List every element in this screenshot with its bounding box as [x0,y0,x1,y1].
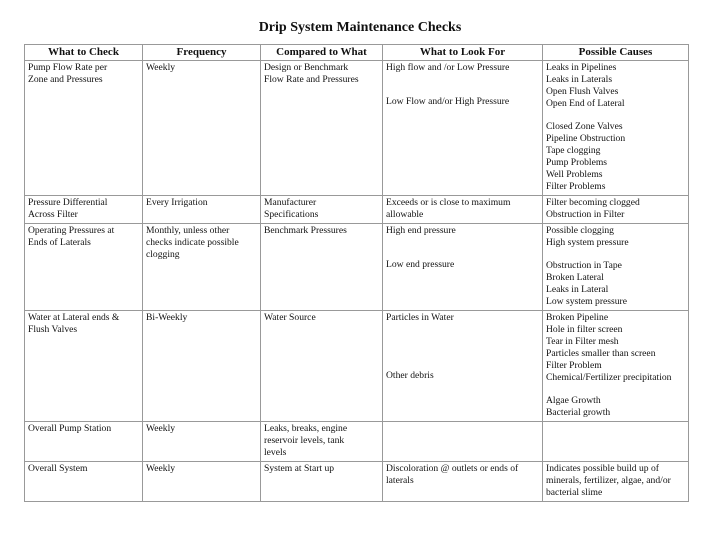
cell-text: allowable [386,209,424,220]
cell-compared-to-what [261,224,383,311]
cell-what-to-check [25,462,143,502]
header-possible-causes: Possible Causes [543,45,689,61]
cell-what-to-check [25,196,143,224]
table-row [25,61,689,196]
cell-possible-causes [543,462,689,502]
cell-possible-causes [543,196,689,224]
cell-what-to-check [25,61,143,196]
cell-text: Possible clogging [546,225,614,236]
cell-frequency [143,196,261,224]
cell-text: Filter becoming clogged [546,197,640,208]
cell-what-to-check [25,422,143,462]
cell-what-to-look-for [383,61,543,196]
cell-text: Leaks in Laterals [546,74,613,85]
cell-text: Obstruction in Filter [546,209,625,220]
cell-text: Leaks in Lateral [546,284,609,295]
cell-text: checks indicate possible [146,237,239,248]
header-what-to-check: What to Check [25,45,143,61]
cell-text: Broken Pipeline [546,312,609,323]
cell-text: System at Start up [264,463,335,474]
cell-possible-causes [543,61,689,196]
cell-text: High flow and /or Low Pressure [386,62,510,73]
cell-text: Water at Lateral ends & [28,312,120,323]
cell-text: Zone and Pressures [28,74,103,85]
header-compared-to-what: Compared to What [261,45,383,61]
cell-what-to-check [25,224,143,311]
cell-frequency [143,422,261,462]
cell-text: High end pressure [386,225,456,236]
cell-text: Low system pressure [546,296,627,307]
cell-text: Indicates possible build up of [546,463,659,474]
cell-text: Bacterial growth [546,407,611,418]
cell-text: Obstruction in Tape [546,260,622,271]
table-row [25,311,689,422]
cell-text: Weekly [146,463,176,474]
cell-text: Filter Problems [546,181,606,192]
cell-compared-to-what [261,422,383,462]
cell-compared-to-what [261,61,383,196]
cell-what-to-check [25,311,143,422]
cell-text: Particles in Water [386,312,454,323]
cell-text: Pressure Differential [28,197,108,208]
cell-text: Monthly, unless other [146,225,230,236]
document-title: Drip System Maintenance Checks [258,20,462,35]
cell-what-to-look-for [383,196,543,224]
cell-text: Flush Valves [28,324,78,335]
cell-text: Tape clogging [546,145,601,156]
cell-what-to-look-for [383,462,543,502]
cell-text: Pump Problems [546,157,608,168]
cell-text: Pipeline Obstruction [546,133,626,144]
cell-text: Chemical/Fertilizer precipitation [546,372,672,383]
cell-text: Flow Rate and Pressures [264,74,359,85]
cell-text: Pump Flow Rate per [28,62,108,73]
cell-text: clogging [146,249,180,260]
table-row [25,224,689,311]
cell-what-to-look-for [383,311,543,422]
cell-text: Algae Growth [546,395,601,406]
cell-text: Discoloration @ outlets or ends of [386,463,519,474]
cell-text: laterals [386,475,414,486]
cell-text: Closed Zone Valves [546,121,623,132]
cell-compared-to-what [261,311,383,422]
cell-text: Overall Pump Station [28,423,112,434]
cell-text: Leaks, breaks, engine [264,423,348,434]
table-row [25,422,689,462]
cell-possible-causes [543,224,689,311]
cell-text: Water Source [264,312,316,323]
cell-text: Well Problems [546,169,603,180]
cell-text: Specifications [264,209,319,220]
cell-text: Manufacturer [264,197,317,208]
cell-text: Low Flow and/or High Pressure [386,96,510,107]
cell-text: Filter Problem [546,360,602,371]
cell-text: Other debris [386,370,434,381]
cell-possible-causes [543,422,689,462]
cell-what-to-look-for [383,422,543,462]
cell-text: Tear in Filter mesh [546,336,619,347]
cell-text: reservoir levels, tank [264,435,345,446]
cell-possible-causes [543,311,689,422]
cell-frequency [143,462,261,502]
cell-text: Open Flush Valves [546,86,619,97]
cell-compared-to-what [261,196,383,224]
header-row [25,45,689,61]
cell-text: Broken Lateral [546,272,604,283]
cell-frequency [143,311,261,422]
cell-text: Particles smaller than screen [546,348,656,359]
cell-text: bacterial slime [546,487,603,498]
cell-text: Open End of Lateral [546,98,625,109]
cell-frequency [143,61,261,196]
cell-frequency [143,224,261,311]
cell-text: Overall System [28,463,88,474]
cell-text: Weekly [146,423,176,434]
maintenance-table [24,44,689,502]
cell-text: minerals, fertilizer, algae, and/or [546,475,671,486]
cell-text: Operating Pressures at [28,225,115,236]
cell-text: Design or Benchmark [264,62,349,73]
cell-text: Leaks in Pipelines [546,62,617,73]
cell-text: High system pressure [546,237,629,248]
cell-text: Every Irrigation [146,197,208,208]
cell-text: Exceeds or is close to maximum [386,197,511,208]
cell-text: levels [264,447,287,458]
cell-what-to-look-for [383,224,543,311]
cell-compared-to-what [261,462,383,502]
cell-text: Ends of Laterals [28,237,91,248]
table-row [25,196,689,224]
header-what-to-look-for: What to Look For [383,45,543,61]
cell-text: Weekly [146,62,176,73]
cell-text: Hole in filter screen [546,324,623,335]
table-row [25,462,689,502]
cell-text: Bi-Weekly [146,312,188,323]
header-frequency: Frequency [143,45,261,61]
cell-text: Across Filter [28,209,78,220]
cell-text: Low end pressure [386,259,455,270]
cell-text: Benchmark Pressures [264,225,347,236]
